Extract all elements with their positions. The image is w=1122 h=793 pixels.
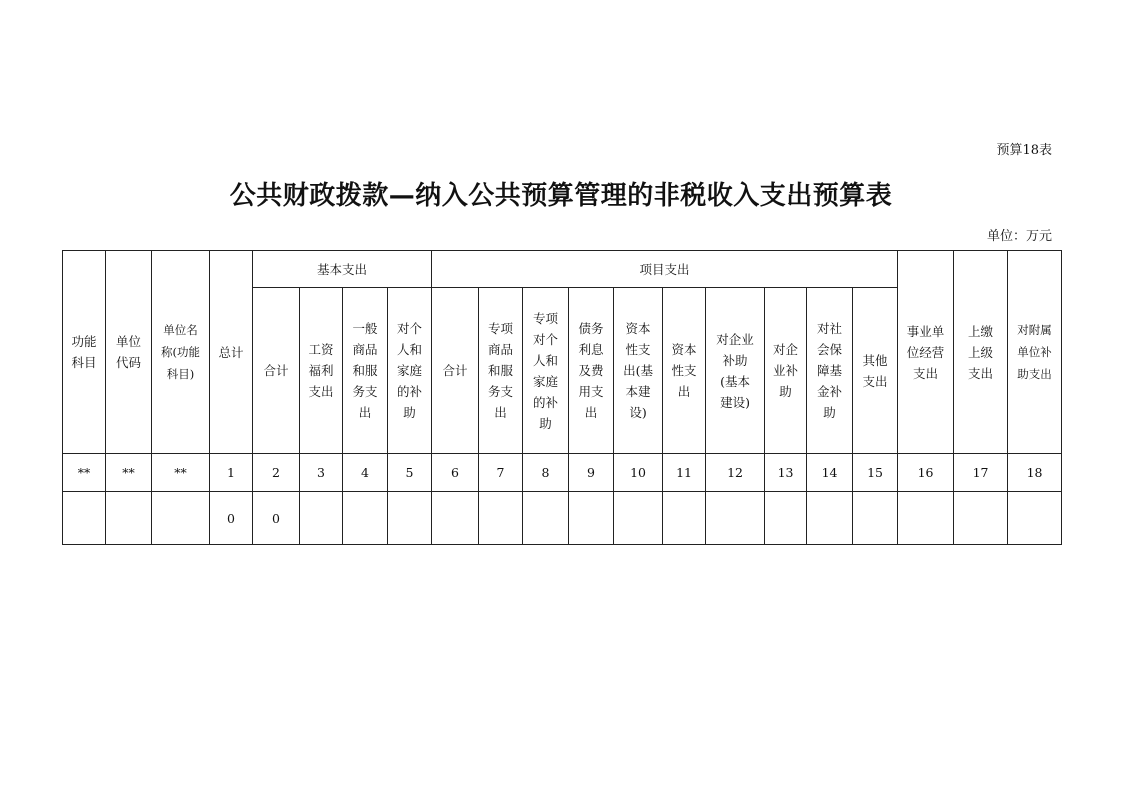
table-cell: [388, 492, 432, 545]
table-cell: [343, 492, 388, 545]
table-cell: 7: [479, 454, 523, 492]
table-cell: [663, 492, 706, 545]
table-cell: 18: [1008, 454, 1062, 492]
header-basic-salary: 工资 福利 支出: [300, 288, 343, 454]
header-basic-total: 合计: [253, 288, 300, 454]
table-cell: 17: [954, 454, 1008, 492]
header-project-social-security: 对社 会保 障基 金补 助: [807, 288, 853, 454]
table-cell: 9: [569, 454, 614, 492]
header-project-capital-construction: 资本 性支 出(基 本建 设): [614, 288, 663, 454]
header-func-subject: 功能 科目: [63, 251, 106, 454]
table-cell: [853, 492, 898, 545]
header-project-capital: 资本 性支 出: [663, 288, 706, 454]
table-cell: [614, 492, 663, 545]
table-cell: **: [106, 454, 152, 492]
header-project-total: 合计: [432, 288, 479, 454]
header-project-goods: 专项 商品 和服 务支 出: [479, 288, 523, 454]
table-cell: [898, 492, 954, 545]
header-biz-unit: 事业单 位经营 支出: [898, 251, 954, 454]
table-cell: 10: [614, 454, 663, 492]
table-cell: 5: [388, 454, 432, 492]
header-project-debt: 债务 利息 及费 用支 出: [569, 288, 614, 454]
table-cell: 12: [706, 454, 765, 492]
table-cell: 14: [807, 454, 853, 492]
header-subsidiary: 对附属 单位补 助支出: [1008, 251, 1062, 454]
table-cell: 16: [898, 454, 954, 492]
header-total: 总计: [210, 251, 253, 454]
table-cell: [152, 492, 210, 545]
table-cell: 13: [765, 454, 807, 492]
table-cell: [706, 492, 765, 545]
table-cell: [954, 492, 1008, 545]
header-basic-group: 基本支出: [253, 251, 432, 288]
table-cell: [106, 492, 152, 545]
table-cell: 0: [253, 492, 300, 545]
table-cell: **: [63, 454, 106, 492]
table-cell: [765, 492, 807, 545]
table-row: [63, 492, 1062, 545]
table-cell: 0: [210, 492, 253, 545]
header-row-1: [63, 251, 1062, 288]
budget-table: [62, 250, 1062, 545]
table-cell: 3: [300, 454, 343, 492]
header-project-enterprise-construction: 对企业 补助 (基本 建设): [706, 288, 765, 454]
header-project-household: 专项 对个 人和 家庭 的补 助: [523, 288, 569, 454]
table-cell: 6: [432, 454, 479, 492]
unit-label: 单位：万元: [986, 229, 1052, 244]
table-cell: 11: [663, 454, 706, 492]
table-cell: **: [152, 454, 210, 492]
table-number: 预算18表: [996, 143, 1052, 158]
header-project-enterprise: 对企 业补 助: [765, 288, 807, 454]
header-unit-name: 单位名 称(功能 科目): [152, 251, 210, 454]
header-basic-household: 对个 人和 家庭 的补 助: [388, 288, 432, 454]
page-title: 公共财政拨款—纳入公共预算管理的非税收入支出预算表: [229, 181, 893, 211]
table-cell: 4: [343, 454, 388, 492]
header-basic-goods: 一般 商品 和服 务支 出: [343, 288, 388, 454]
table-cell: 1: [210, 454, 253, 492]
table-cell: 2: [253, 454, 300, 492]
table-cell: 15: [853, 454, 898, 492]
table-cell: [479, 492, 523, 545]
header-project-other: 其他 支出: [853, 288, 898, 454]
table-cell: [569, 492, 614, 545]
table-row: [63, 454, 1062, 492]
table-cell: [1008, 492, 1062, 545]
table-cell: 8: [523, 454, 569, 492]
table-cell: [807, 492, 853, 545]
header-project-group: 项目支出: [432, 251, 898, 288]
table-cell: [432, 492, 479, 545]
table-cell: [300, 492, 343, 545]
table-cell: [63, 492, 106, 545]
header-remit-upper: 上缴 上级 支出: [954, 251, 1008, 454]
table-cell: [523, 492, 569, 545]
header-unit-code: 单位 代码: [106, 251, 152, 454]
